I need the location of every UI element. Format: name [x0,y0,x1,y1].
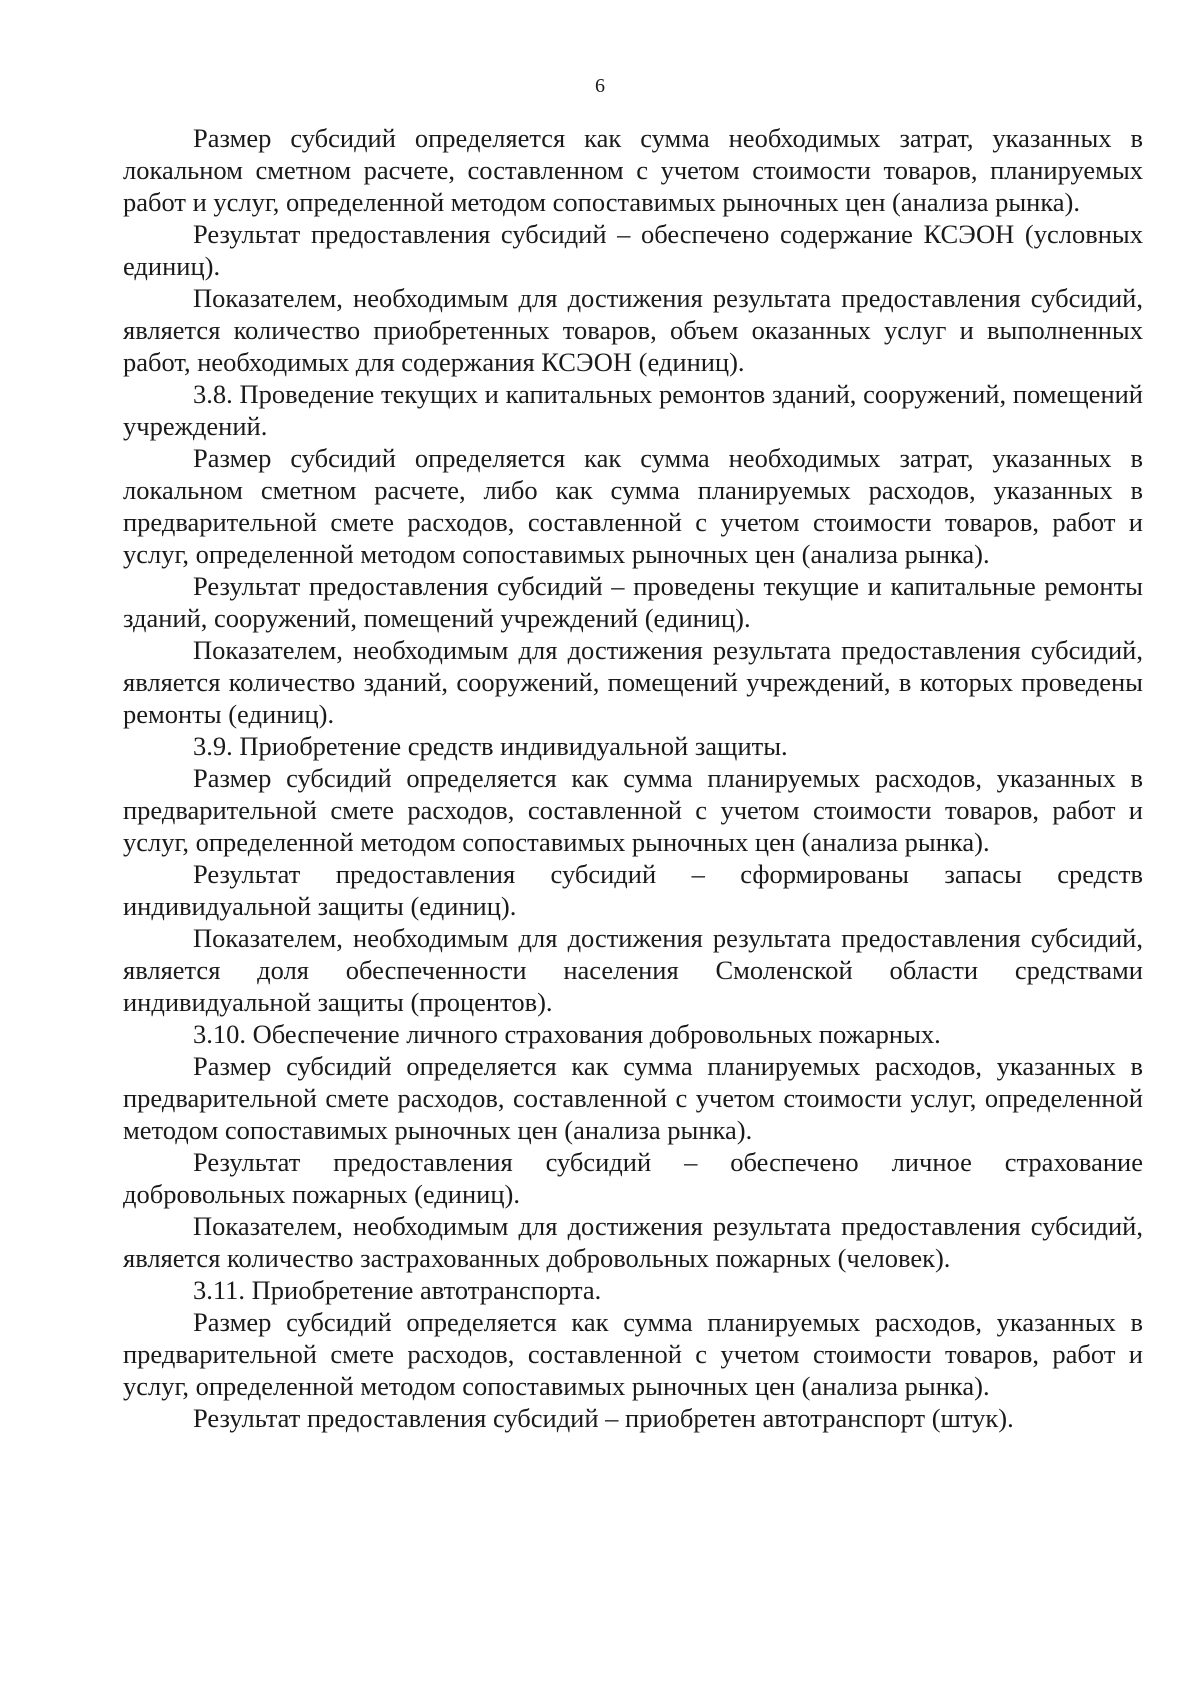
document-body [123,122,1143,1434]
paragraph-result-protection: Результат предоставления субсидий – сформированы запасы средств индивидуальной защиты (единиц). [123,859,1143,921]
paragraph-indicator-insurance: Показателем, необходимым для достижения результата предоставления субсидий, является количество застрахованных добровольных пожарных (человек). [123,1211,1143,1273]
section-heading-3-9: 3.9. Приобретение средств индивидуальной защиты. [193,731,788,761]
paragraph-subsidy-size-insurance: Размер субсидий определяется как сумма планируемых расходов, указанных в предварительной смете расходов, составленной с учетом стоимости услуг, определенной методом сопоставимых рыночных цен (анализа рынка). [123,1051,1143,1145]
paragraph-result-repairs: Результат предоставления субсидий – проведены текущие и капитальные ремонты зданий, сооружений, помещений учреждений (единиц). [123,571,1143,633]
paragraph-indicator-protection: Показателем, необходимым для достижения результата предоставления субсидий, является доля обеспеченности населения Смоленской области средствами индивидуальной защиты (процентов). [123,923,1143,1017]
paragraph-indicator-repairs: Показателем, необходимым для достижения результата предоставления субсидий, является количество зданий, сооружений, помещений учреждений, в которых проведены ремонты (единиц). [123,635,1143,729]
page-number: 6 [595,75,605,97]
paragraph-subsidy-size-vehicles: Размер субсидий определяется как сумма планируемых расходов, указанных в предварительной смете расходов, составленной с учетом стоимости товаров, работ и услуг, определенной методом сопоставимых рыночных цен (анализа рынка). [123,1307,1143,1401]
section-heading-3-8: 3.8. Проведение текущих и капитальных ремонтов зданий, сооружений, помещений учреждений. [123,379,1143,441]
paragraph-result-kseon: Результат предоставления субсидий – обеспечено содержание КСЭОН (условных единиц). [123,219,1143,281]
paragraph-subsidy-size-repairs: Размер субсидий определяется как сумма необходимых затрат, указанных в локальном сметном расчете, либо как сумма планируемых расходов, указанных в предварительной смете расходов, составленной с учетом стоимости товаров, работ и услуг, определенной методом сопоставимых рыночных цен (анализа рынка). [123,443,1143,569]
paragraph-result-vehicles: Результат предоставления субсидий – приобретен автотранспорт (штук). [193,1403,1014,1433]
section-heading-3-11: 3.11. Приобретение автотранспорта. [193,1275,602,1305]
paragraph-result-insurance: Результат предоставления субсидий – обеспечено личное страхование добровольных пожарных (единиц). [123,1147,1143,1209]
paragraph-indicator-kseon: Показателем, необходимым для достижения результата предоставления субсидий, является количество приобретенных товаров, объем оказанных услуг и выполненных работ, необходимых для содержания КСЭОН (единиц). [123,283,1143,377]
paragraph-subsidy-size-protection: Размер субсидий определяется как сумма планируемых расходов, указанных в предварительной смете расходов, составленной с учетом стоимости товаров, работ и услуг, определенной методом сопоставимых рыночных цен (анализа рынка). [123,763,1143,857]
paragraph-subsidy-size-kseon: Размер субсидий определяется как сумма необходимых затрат, указанных в локальном сметном расчете, составленном с учетом стоимости товаров, планируемых работ и услуг, определенной методом сопоставимых рыночных цен (анализа рынка). [123,123,1143,217]
section-heading-3-10: 3.10. Обеспечение личного страхования добровольных пожарных. [193,1019,941,1049]
